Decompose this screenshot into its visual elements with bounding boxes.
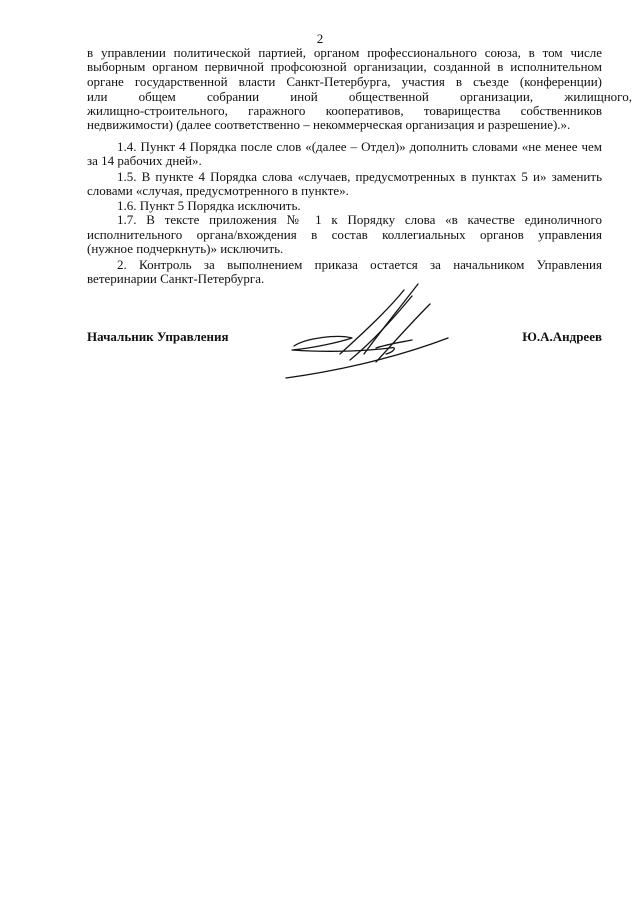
body-line: исполнительного органа/вхождения в состав коллегиальных органов управления (87, 227, 602, 242)
body-line: за 14 рабочих дней». (87, 153, 202, 168)
body-line: 1.7. В тексте приложения № 1 к Порядку слова «в качестве единоличного (117, 212, 602, 227)
body-line: недвижимости) (далее соответственно – некоммерческая организация и разрешение).». (87, 117, 571, 132)
body-line: выборным органом первичной профсоюзной организации, созданной в исполнительном (87, 59, 602, 74)
body-line: ветеринарии Санкт-Петербурга. (87, 271, 265, 286)
body-line: словами «случая, предусмотренного в пункте». (87, 183, 349, 198)
body-line: 1.5. В пункте 4 Порядка слова «случаев, предусмотренных в пунктах 5 и» заменить (117, 169, 602, 184)
handwritten-signature (280, 282, 460, 387)
position-title: Начальник Управления (87, 329, 229, 344)
body-line: или общем собрании иной общественной организации, жилищного, (87, 89, 632, 104)
body-line: жилищно-строительного, гаражного кооперативов, товарищества собственников (87, 103, 602, 118)
body-line: 1.4. Пункт 4 Порядка после слов «(далее – Отдел)» дополнить словами «не менее чем (117, 139, 602, 154)
body-line: 1.6. Пункт 5 Порядка исключить. (117, 198, 301, 213)
body-line: (нужное подчеркнуть)» исключить. (87, 241, 284, 256)
body-line: органе государственной власти Санкт-Петербурга, участия в съезде (конференции) (87, 74, 602, 89)
body-line: 2. Контроль за выполнением приказа остается за начальником Управления (117, 257, 602, 272)
signer-name: Ю.А.Андреев (522, 329, 602, 344)
body-line: в управлении политической партией, органом профессионального союза, в том числе (87, 45, 602, 60)
page-number: 2 (316, 31, 324, 46)
